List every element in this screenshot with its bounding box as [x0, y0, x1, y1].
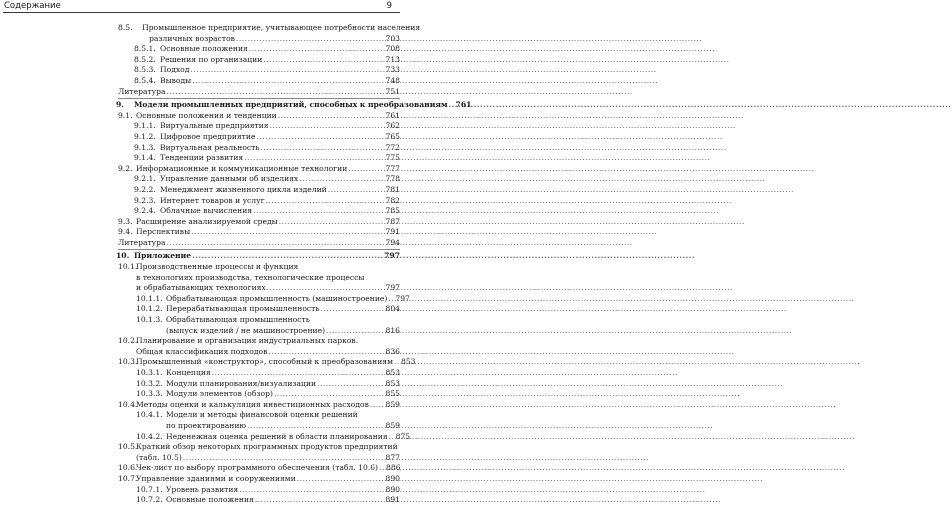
toc-entry[interactable]	[118, 227, 400, 238]
toc-page: 713	[385, 54, 400, 64]
toc-number: 9.3.	[118, 216, 133, 226]
toc-number: 10.	[116, 251, 130, 261]
toc-page: 836	[385, 346, 400, 356]
toc-entry[interactable]	[118, 315, 400, 326]
toc-entry-continuation[interactable]	[118, 34, 400, 45]
toc-entry-continuation[interactable]	[118, 283, 400, 294]
toc-title: Расширение анализируемой среды	[136, 216, 278, 226]
toc-page: 781	[385, 184, 400, 194]
toc-title: Краткий обзор некоторых программных продуктов предприятий	[136, 442, 398, 452]
running-header	[0, 0, 500, 14]
divider	[118, 249, 400, 250]
toc-page: 877	[385, 452, 400, 462]
toc-number: 9.2.	[118, 163, 133, 173]
toc-number: 9.1.	[118, 110, 133, 120]
header-rule	[3, 12, 400, 13]
toc-number: 10.3.	[118, 357, 138, 367]
toc-page: 703	[385, 33, 400, 43]
toc-number: 8.5.3.	[134, 65, 156, 75]
divider	[118, 98, 400, 99]
toc-title: Цифровое предприятие	[160, 131, 256, 141]
toc-page: 797	[385, 283, 400, 293]
toc-number: 9.1.2.	[134, 131, 156, 141]
toc-page: 751	[385, 86, 400, 96]
toc-page: 794	[385, 237, 400, 247]
toc-title: Общая классификация подходов	[136, 346, 268, 356]
toc-entry[interactable]	[118, 185, 400, 196]
toc-title: Модули элементов (обзор)	[166, 389, 273, 399]
toc-number: 10.4.1.	[136, 410, 163, 420]
toc-entry-continuation[interactable]	[118, 421, 400, 432]
toc-page: 875	[395, 431, 411, 441]
toc-number: 8.5.1.	[134, 44, 156, 54]
toc-number: 10.7.2.	[136, 495, 163, 505]
toc-page: 733	[385, 65, 400, 75]
toc-number: 9.2.1.	[134, 174, 156, 184]
toc-title: Виртуальные предприятия	[160, 121, 269, 131]
toc-page: 785	[385, 206, 400, 216]
toc-number: 10.1.2.	[136, 304, 163, 314]
toc-title: (табл. 10.5)	[136, 452, 182, 462]
toc-entry[interactable]	[118, 196, 400, 207]
toc-title: Решения по организации	[160, 54, 263, 64]
toc-entry-continuation[interactable]	[118, 326, 400, 337]
toc-chapter[interactable]	[116, 100, 472, 111]
toc-number: 10.4.2.	[136, 431, 163, 441]
toc-title: Виртуальная реальность	[160, 142, 260, 152]
toc-entry[interactable]	[118, 495, 400, 506]
toc-entry-continuation[interactable]	[118, 347, 400, 358]
toc-page: 708	[385, 44, 400, 54]
toc-entry[interactable]	[118, 442, 400, 453]
toc-number: 10.1.3.	[136, 315, 163, 325]
toc-number: 10.3.3.	[136, 389, 163, 399]
toc-entry[interactable]	[118, 262, 400, 273]
toc-page: 748	[385, 75, 400, 85]
toc-page: 853	[385, 378, 400, 388]
toc-title: Основные положения	[166, 495, 254, 505]
toc-title: Менеджмент жизненного цикла изделий	[160, 184, 327, 194]
toc-number: 10.3.2.	[136, 378, 163, 388]
toc-entry[interactable]	[118, 44, 400, 55]
toc-page: 886	[386, 463, 401, 473]
toc-title: и обрабатывающих технологиях	[136, 283, 266, 293]
toc-page: 761	[385, 110, 400, 120]
toc-page: 765	[385, 131, 400, 141]
toc-page: 797	[384, 251, 400, 261]
toc-page: 791	[385, 227, 400, 237]
toc-title: Основные положения и тенденции	[136, 110, 277, 120]
toc-title: Модули планирования/визуализации	[166, 378, 317, 388]
toc-page: 775	[385, 153, 400, 163]
toc-title: Концепция	[166, 368, 211, 377]
toc-page: 761	[455, 100, 472, 110]
toc-entry[interactable]	[118, 132, 400, 143]
toc-title: Обрабатывающая промышленность (машиностроение)	[166, 293, 388, 303]
toc-page: 859	[385, 420, 400, 430]
toc-title: (выпуск изделий / не машиностроение)	[166, 325, 326, 335]
toc-page: 762	[385, 121, 400, 131]
toc-entry[interactable]	[118, 55, 400, 66]
toc-entry[interactable]	[118, 174, 400, 185]
toc-number: 9.	[116, 100, 124, 110]
toc-entry[interactable]	[118, 217, 400, 228]
toc-entry[interactable]	[118, 164, 400, 175]
toc-page: 890	[385, 473, 400, 483]
toc-title: Чек-лист по выбору программного обеспечения (табл. 10.6)	[136, 463, 379, 473]
toc-entry[interactable]	[118, 87, 400, 98]
toc-title: Выводы	[160, 75, 192, 85]
toc-number: 8.5.4.	[134, 75, 156, 85]
toc-number: 9.2.2.	[134, 184, 156, 194]
toc-title: Управление данными об изделиях	[160, 174, 299, 184]
toc-entry[interactable]	[118, 143, 400, 154]
toc-title: Обрабатывающая промышленность	[166, 315, 310, 325]
toc-number: 10.7.1.	[136, 484, 163, 494]
toc-title: Тенденции развития	[160, 153, 244, 163]
toc-number: 8.5.2.	[134, 54, 156, 64]
toc-number: 9.2.3.	[134, 195, 156, 205]
toc-page: 859	[385, 399, 400, 409]
toc-number: 9.4.	[118, 227, 133, 237]
toc-entry[interactable]	[118, 463, 400, 474]
toc-page: 855	[385, 389, 400, 399]
toc-entry[interactable]	[118, 379, 400, 390]
toc-title: Модели и методы финансовой оценки решений	[166, 410, 358, 420]
toc-page: 853	[385, 368, 400, 377]
toc-title: Уровень развития	[166, 484, 239, 494]
toc-title: Информационные и коммуникационные технологии	[136, 163, 348, 173]
toc-title: Промышленный «конструктор», способный к преобразованиям	[136, 357, 393, 367]
toc-page: 787	[385, 216, 400, 226]
toc-entry[interactable]	[118, 111, 400, 122]
toc-title: Интернет товаров и услуг	[160, 195, 265, 205]
toc-title: Модели промышленных предприятий, способных к преобразованиям	[134, 100, 448, 110]
toc-number: 10.4.	[118, 399, 138, 409]
toc-number: 9.2.4.	[134, 206, 156, 216]
toc-number: 9.1.3.	[134, 142, 156, 152]
toc-entry[interactable]	[118, 357, 416, 368]
toc-title: Перспективы	[136, 227, 191, 237]
toc-title: Промышленное предприятие, учитывающее потребности населения	[142, 23, 421, 32]
toc-number: 10.1.1.	[136, 293, 163, 303]
toc-entry[interactable]	[118, 206, 400, 217]
toc-number: 9.1.1.	[134, 121, 156, 131]
toc-number: 10.7.	[118, 473, 138, 483]
toc-title: Методы оценки и калькуляция инвестиционных расходов	[136, 399, 369, 409]
toc-entry[interactable]	[118, 410, 400, 421]
toc-page: 797	[395, 293, 410, 303]
toc-chapter[interactable]	[118, 251, 400, 262]
toc-entry[interactable]	[118, 336, 400, 347]
header-title: Содержание	[4, 1, 61, 11]
toc-entry[interactable]	[118, 238, 400, 249]
toc-entry[interactable]	[118, 389, 400, 400]
toc-page: 777	[385, 163, 400, 173]
toc-title: Планирование и организация индустриальных парков.	[136, 336, 359, 346]
toc-entry-continuation	[118, 273, 400, 284]
toc-title: в технологиях производства, технологические процессы	[136, 272, 365, 282]
toc-title: Неденежная оценка решений в области планирования	[166, 431, 388, 441]
toc-title: Литература	[118, 86, 166, 96]
toc-number: 10.6.	[118, 463, 138, 473]
toc-page: 890	[385, 484, 400, 494]
toc-title: Производственные процессы и функция	[136, 262, 299, 272]
toc-entry[interactable]	[118, 304, 400, 315]
toc-page: 816	[385, 325, 400, 335]
toc-entry[interactable]	[118, 23, 421, 34]
toc-number: 10.2.	[118, 336, 138, 346]
toc-title: по проектированию	[166, 420, 247, 430]
toc-entry[interactable]	[118, 368, 400, 379]
toc-number: 8.5.	[118, 23, 133, 32]
toc-page: 804	[385, 304, 400, 314]
toc-title: Приложение	[134, 251, 192, 261]
toc-number: 10.5.	[118, 442, 138, 452]
toc-title: Подход	[160, 65, 190, 75]
toc-entry[interactable]	[118, 400, 400, 411]
toc-page: 853	[401, 357, 416, 367]
table-of-contents	[116, 23, 472, 506]
toc-title: Облачные вычисления	[160, 206, 253, 216]
toc-entry[interactable]	[118, 474, 400, 485]
toc-entry[interactable]	[118, 121, 400, 132]
toc-page: 772	[385, 142, 400, 152]
toc-title: Литература	[118, 237, 166, 247]
toc-entry[interactable]	[118, 293, 410, 305]
toc-number: 10.1.	[118, 262, 138, 272]
toc-entry-continuation[interactable]	[118, 453, 400, 464]
toc-page: 891	[385, 495, 400, 505]
toc-title: Перерабатывающая промышленность	[166, 304, 320, 314]
toc-number: 9.1.4.	[134, 153, 156, 163]
toc-entry[interactable]	[118, 76, 400, 87]
toc-entry[interactable]	[118, 431, 411, 443]
toc-title: Основные положения	[160, 44, 248, 54]
toc-entry[interactable]	[118, 485, 400, 496]
toc-entry[interactable]	[118, 65, 400, 76]
header-page-number: 9	[386, 1, 392, 11]
toc-page: 782	[385, 195, 400, 205]
toc-page: 778	[385, 174, 400, 184]
toc-entry[interactable]	[118, 153, 400, 164]
toc-title: различных возрастов	[149, 33, 235, 43]
toc-title: Управление зданиями и сооружениями	[136, 473, 296, 483]
toc-number: 10.3.1.	[136, 368, 163, 377]
